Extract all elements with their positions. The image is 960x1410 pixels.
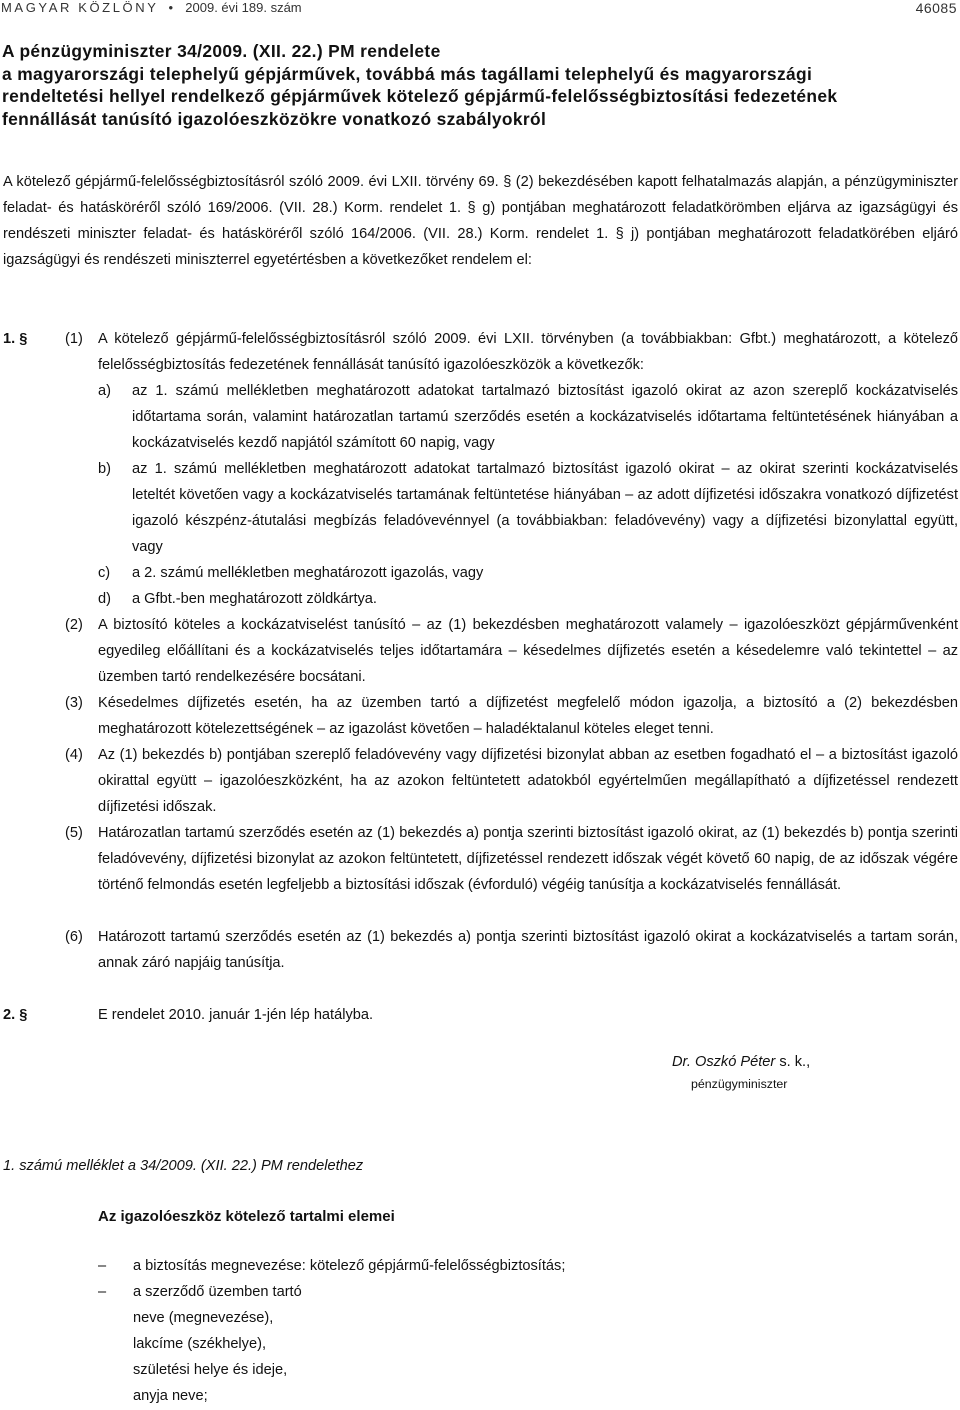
list-item-text: neve (megnevezése), <box>133 1310 274 1326</box>
paragraph-number: (1) <box>65 331 83 347</box>
section-text: E rendelet 2010. január 1-jén lép hatályba. <box>98 1007 374 1023</box>
item-label: d) <box>98 591 111 607</box>
list-item <box>98 1279 798 1305</box>
dash-marker: – <box>98 1284 107 1300</box>
list-item <box>98 1331 798 1357</box>
item-text: a 2. számú mellékletben meghatározott igazolás, vagy <box>132 565 484 581</box>
item-label: c) <box>98 565 111 581</box>
paragraph-number: (3) <box>65 695 83 711</box>
running-header <box>1 0 957 16</box>
dash-marker: – <box>98 1258 107 1274</box>
signatory-suffix: s. k., <box>775 1054 811 1070</box>
list-item-text: anyja neve; <box>133 1388 208 1404</box>
signatory <box>672 1052 810 1072</box>
item-label: a) <box>98 383 111 399</box>
annex-heading: Az igazolóeszköz kötelező tartalmi elemei <box>98 1208 395 1225</box>
paragraph-text: Az (1) bekezdés b) pontjában szereplő feladóvevény vagy díjfizetési bizonylat abban az esetben fogadható el – a biztosítást igazoló okirattal együtt – igazolóeszközként, ha az azokon feltüntetett adatokból egyértelműen megállapítható a díjfizetéssel rendezett díjfizetési időszak. <box>98 747 958 815</box>
annex-title: 1. számú melléklet a 34/2009. (XII. 22.) PM rendelethez <box>3 1158 364 1174</box>
header-left <box>1 0 302 16</box>
page-number: 46085 <box>915 0 957 16</box>
item-text: a Gfbt.-ben meghatározott zöldkártya. <box>132 591 377 607</box>
title-line: a magyarországi telephelyű gépjárművek, továbbá más tagállami telephelyű és magyarországi <box>2 63 813 84</box>
paragraph-text: Határozott tartamú szerződés esetén az (1) bekezdés a) pontja szerinti biztosítást igazoló okirat a kockázatviselés a tartam során, annak záró napjáig tanúsítja. <box>98 929 958 971</box>
publication-name: MAGYAR KÖZLÖNY <box>1 0 159 15</box>
list-item-text: a szerződő üzemben tartó <box>133 1284 302 1300</box>
paragraph-number: (2) <box>65 617 83 633</box>
signatory-name: Dr. Oszkó Péter <box>672 1054 776 1070</box>
item-text: az 1. számú mellékletben meghatározott adatokat tartalmazó biztosítást igazoló okirat – az okirat szerinti kockázatviselés leteltét követően vagy a kockázatviselés tartamának feltüntetése hiányában – az adott díjfizetési időszakra vonatkozó díjfizetést igazoló készpénz-átutalási megbízás feladóvevénnyel (a továbbiakban: feladóvevény) vagy a díjfizetési bizonylattal együtt, vagy <box>132 461 958 555</box>
list-item-text: születési helye és ideje, <box>133 1362 288 1378</box>
paragraph-text: Késedelmes díjfizetés esetén, ha az üzemben tartó a díjfizetést megfelelő módon igazolja, a biztosító a (2) bekezdésben meghatározott kötelezettségének – az igazolást követően – haladéktalanul köteles eleget tenni. <box>98 695 958 737</box>
item-label: b) <box>98 461 111 477</box>
decree-title <box>2 40 957 130</box>
title-line: fennállását tanúsító igazolóeszközökre vonatkozó szabályokról <box>2 108 547 129</box>
paragraph-number: (4) <box>65 747 83 763</box>
list-item-text: lakcíme (székhelye), <box>133 1336 267 1352</box>
paragraph-text: A kötelező gépjármű-felelősségbiztosításról szóló 2009. évi LXII. törvényben (a továbbiakban: Gfbt.) meghatározott, a kötelező felelősségbiztosítás fedezetének fennállását tanúsító igazolóeszközök a következők: <box>98 331 958 373</box>
preamble: A kötelező gépjármű-felelősségbiztosításról szóló 2009. évi LXII. törvény 69. § (2) bekezdésében kapott felhatalmazás alapján, a pénzügyminiszter feladat- és hatásköréről szóló 169/2006. (VII. 28.) Korm. rendelet 1. § g) pontjában meghatározott feladatkörömben eljárva az igazságügyi és rendészeti miniszter feladat- és hatásköréről szóló 164/2006. (VII. 28.) Korm. rendelet 1. § j) pontjában meghatározott feladatkörében eljáró igazságügyi és rendészeti miniszterrel egyetértésben a következőket rendelem el: <box>3 174 958 268</box>
section-number: 1. § <box>3 331 28 347</box>
list-item <box>98 1383 798 1409</box>
list-item-text: a biztosítás megnevezése: kötelező gépjármű-felelősségbiztosítás; <box>133 1258 566 1274</box>
bullet-separator: • <box>168 0 174 15</box>
list-item <box>98 1305 798 1331</box>
title-line: rendeltetési hellyel rendelkező gépjárművek kötelező gépjármű-felelősségbiztosítási fedezetének <box>2 86 838 106</box>
issue-label: 2009. évi 189. szám <box>185 0 302 15</box>
annex-content-list <box>98 1253 798 1409</box>
item-text: az 1. számú mellékletben meghatározott adatokat tartalmazó biztosítást igazoló okirat az azon szereplő kockázatviselés időtartama során, valamint határozatlan tartamú szerződés esetén a kockázatviselés időtartama feltüntetésének hiányában a kockázatviselés kezdő napjától számított 60 napig, vagy <box>132 383 958 451</box>
list-item <box>98 1357 798 1383</box>
title-line: A pénzügyminiszter 34/2009. (XII. 22.) PM rendelete <box>2 41 441 61</box>
paragraph-number: (5) <box>65 825 83 841</box>
signatory-role: pénzügyminiszter <box>691 1077 788 1091</box>
paragraph-number: (6) <box>65 929 83 945</box>
section-number: 2. § <box>3 1007 28 1023</box>
list-item <box>98 1253 798 1279</box>
paragraph-text: Határozatlan tartamú szerződés esetén az (1) bekezdés a) pontja szerinti biztosítást igazoló okirat, az (1) bekezdés b) pontja szerinti feladóvevény, díjfizetési bizonylat az azokon feltüntetett, díjfizetéssel rendezett időszak végét követő 60 napig, de az időszak végére történő felmondás esetén legfeljebb a biztosítási időszak (évforduló) végéig tanúsítja a kockázatviselés fennállását. <box>98 825 958 893</box>
paragraph-text: A biztosító köteles a kockázatviselést tanúsító – az (1) bekezdésben meghatározott valamely – igazolóeszközt gépjárművenként egyedileg előállítani és a kockázatviselés teljes időtartamára – késedelmes díjfizetés esetén a késedelemre való tekintettel – az üzemben tartó rendelkezésére bocsátani. <box>98 617 958 685</box>
